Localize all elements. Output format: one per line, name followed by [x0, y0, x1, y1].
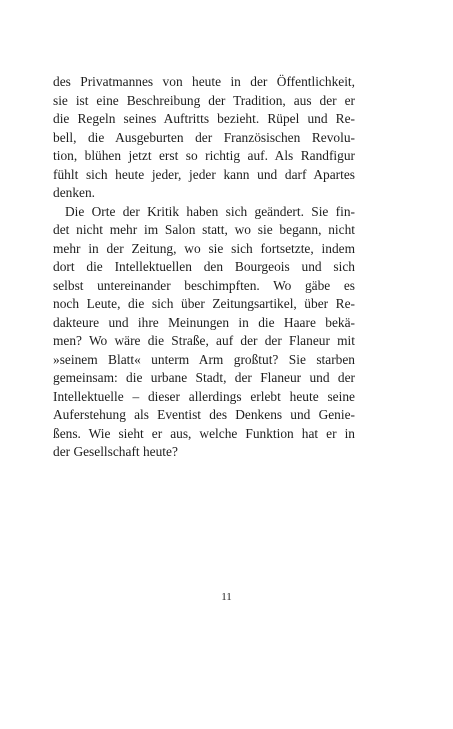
text-line: bell, die Ausgeburten der Französischen Revolu- — [53, 129, 355, 145]
text-line: det nicht mehr im Salon statt, wo sie begann, nicht — [53, 222, 355, 237]
text-line: Die Orte der Kritik haben sich geändert. Sie fin- — [65, 203, 355, 219]
page-number: 11 — [221, 591, 232, 603]
text-line: Intellektuelle – dieser allerdings erlebt heute seine — [53, 388, 355, 404]
text-line: ßens. Wie sieht er aus, welche Funktion hat er in — [53, 425, 355, 441]
text-line: sie ist eine Beschreibung der Tradition, aus der er — [53, 92, 355, 108]
text-line: Auferstehung als Eventist des Denkens und Genie- — [53, 407, 355, 422]
text-line: mehr in der Zeitung, wo sie sich fortsetzte, indem — [53, 240, 355, 256]
text-line: selbst untereinander beschimpften. Wo gäbe es — [53, 277, 355, 293]
text-line: men? Wo wäre die Straße, auf der der Flaneur mit — [53, 333, 355, 348]
text-line: dakteure und ihre Meinungen in die Haare bekä- — [53, 314, 355, 330]
text-line: der Gesellschaft heute? — [53, 444, 178, 459]
text-line: gemeinsam: die urbane Stadt, der Flaneur und der — [53, 370, 355, 385]
text-line: noch Leute, die sich über Zeitungsartikel, über Re- — [53, 296, 355, 311]
text-line: fühlt sich heute jeder, jeder kann und darf Apartes — [53, 166, 355, 182]
text-line: die Regeln seines Auftritts bezieht. Rüpel und Re- — [53, 111, 355, 126]
text-line: dort die Intellektuellen den Bourgeois und sich — [53, 259, 355, 274]
text-line: »seinem Blatt« unterm Arm großtut? Sie starben — [53, 351, 355, 367]
text-line: denken. — [53, 185, 96, 200]
text-line: tion, blühen jetzt erst so richtig auf. Als Randfigur — [53, 148, 355, 163]
body-text — [53, 73, 355, 462]
text-line: des Privatmannes von heute in der Öffentlichkeit, — [53, 74, 355, 89]
